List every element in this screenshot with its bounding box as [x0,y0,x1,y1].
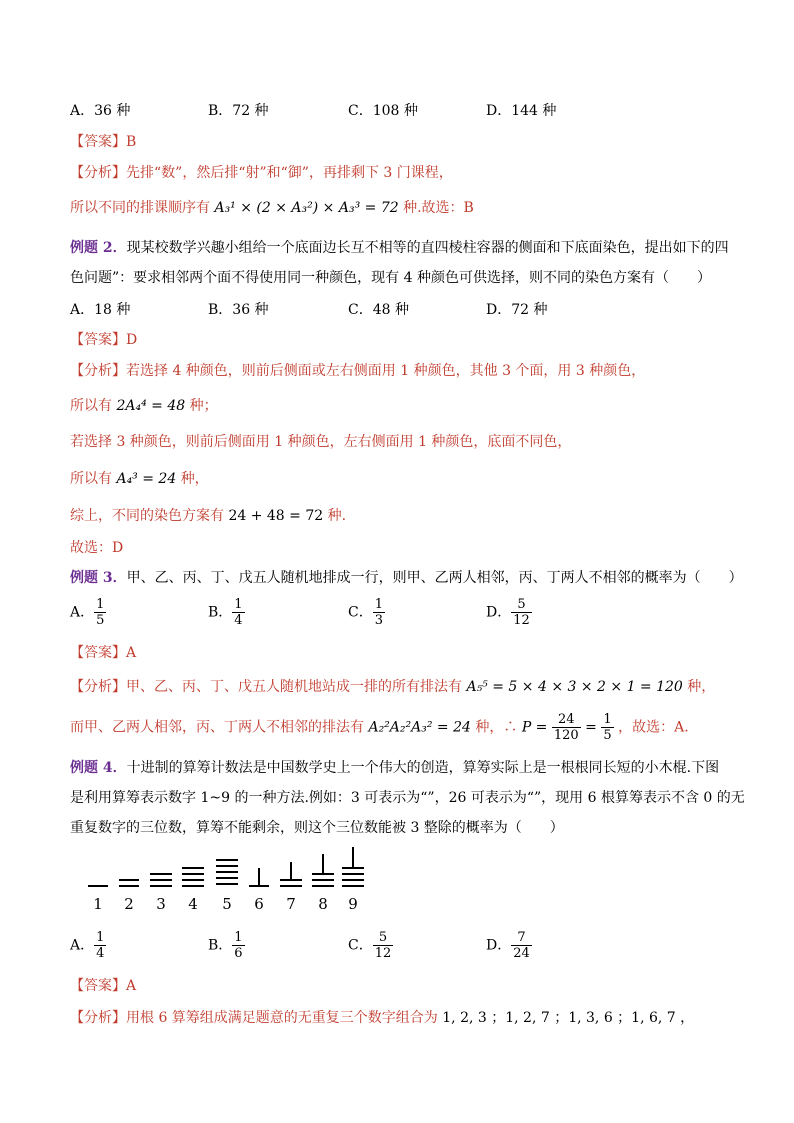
q1-option-a: A．36 种 [70,103,131,119]
q1-analysis-line2 [70,198,474,218]
example3-answer [70,643,136,663]
option-a [70,930,106,961]
option-c [348,597,385,628]
option-d: D．72 种 [486,302,548,318]
option-c: C．48 种 [348,302,409,318]
digit-label: 9 [348,895,358,912]
denominator: 5 [96,613,105,628]
option-b [208,597,245,628]
number-sets: 1, 2, 3 ；1, 2, 7 ；1, 3, 6 ；1, 6, 7 ， [442,1010,695,1026]
example4-line2: 是利用算筹表示数字 1~9 的一种方法.例如：3 可表示为“”，26 可表示为“”，现用 6 根算筹表示不含 0 的无 [70,790,745,806]
analysis-label: 【分析】 [70,679,126,695]
option-fraction [373,930,394,961]
numerator: 1 [374,597,383,612]
question-text: 十进制的算筹计数法是中国数学史上一个伟大的创造，算筹实际上是一根根同长短的小木棍.下图 [126,760,720,776]
denominator: 4 [96,946,105,961]
example-label: 例题 2． [70,240,127,256]
example3-analysis-line2 [70,712,689,743]
probability-symbol: P = [521,719,548,736]
analysis-text: 用根 6 算筹组成满足题意的无重复三个数字组合为 [126,1010,438,1026]
answer-label: 【答案】 [70,134,126,150]
option-c [348,930,393,961]
formula: A₅⁵ = 5 × 4 × 3 × 2 × 1 = 120 [466,679,683,695]
analysis-label: 【分析】 [70,165,126,181]
equals-sign: = [585,719,597,736]
analysis-text: 所以不同的排课顺序有 [70,200,210,216]
option-fraction [511,930,532,961]
option-b: B．36 种 [208,302,269,318]
answer-value: D [126,332,138,348]
example-label: 例题 3． [70,570,127,586]
option-fraction [232,597,244,628]
q1-answer [70,132,136,152]
analysis-text: 种，∴ [475,719,518,736]
numerator: 1 [96,597,105,612]
example2-analysis-line5 [70,506,346,526]
numerator: 1 [234,597,243,612]
answer-label: 【答案】 [70,332,126,348]
option-d [486,930,532,961]
option-letter: D． [486,604,512,621]
example2-analysis-line6: 故选：D [70,540,124,556]
analysis-text: 种， [180,471,209,487]
digit-label: 3 [156,895,166,912]
option-fraction [94,930,106,961]
example4-line3: 重复数字的三位数，算筹不能剩余，则这个三位数能被 3 整除的概率为（ ） [70,820,564,836]
denominator: 5 [603,728,612,743]
example3-line1 [70,568,743,588]
option-letter: A． [70,604,95,621]
example2-line2: 色问题”：要求相邻两个面不得使用同一种颜色，现有 4 种颜色可供选择，则不同的染色方案有（ ） [70,270,711,286]
option-fraction [511,597,532,628]
example2-line1 [70,238,729,258]
fraction [601,712,613,743]
analysis-text: 种， [687,679,716,695]
counting-rods-figure [84,846,374,912]
analysis-text: 综上，不同的染色方案有 [70,508,224,524]
option-letter: B． [208,937,233,954]
example4-analysis-line1 [70,1008,694,1028]
analysis-text: 而甲、乙两人相邻，丙、丁两人不相邻的排法有 [70,719,364,736]
digit-label: 1 [93,895,103,912]
example2-analysis-line4 [70,469,209,489]
q1-option-c: C．108 种 [348,103,418,119]
q1-option-b: B．72 种 [208,103,269,119]
numerator: 1 [603,712,612,727]
denominator: 24 [513,946,530,961]
analysis-text: 种. [327,508,347,524]
digit-label: 8 [318,895,328,912]
denominator: 120 [553,728,579,743]
denominator: 12 [374,946,392,961]
formula: A₂²A₂²A₃² = 24 [368,719,471,736]
answer-label: 【答案】 [70,978,126,994]
example4-answer [70,976,136,996]
analysis-text: 所以有 [70,398,112,414]
analysis-text: 种； [189,398,218,414]
digit-label: 7 [286,895,296,912]
digit-label: 4 [188,895,198,912]
numerator: 1 [234,930,243,945]
analysis-text: 所以有 [70,471,112,487]
analysis-text: ，故选：A. [618,719,689,736]
denominator: 12 [513,613,530,628]
answer-value: A [126,645,137,661]
denominator: 3 [374,613,383,628]
q1-option-d: D．144 种 [486,103,557,119]
option-a: A．18 种 [70,302,131,318]
option-a [70,597,106,628]
denominator: 4 [234,613,243,628]
q1-analysis-line1 [70,163,453,183]
option-fraction [232,930,244,961]
example3-analysis-line1 [70,677,715,697]
example2-analysis-line2 [70,396,218,416]
digit-label: 6 [254,895,264,912]
option-letter: C． [348,937,373,954]
formula: 2A₄⁴ = 48 [116,398,186,414]
answer-value: A [126,978,137,994]
formula: A₄³ = 24 [116,471,177,487]
analysis-text: 种.故选：B [403,200,474,216]
analysis-label: 【分析】 [70,363,126,379]
numerator: 1 [96,930,105,945]
option-b [208,930,245,961]
answer-value: B [126,134,137,150]
analysis-text: 甲、乙、丙、丁、戊五人随机地站成一排的所有排法有 [126,679,462,695]
numerator: 5 [511,597,532,613]
digit-label: 5 [222,895,232,912]
question-text: 现某校数学兴趣小组给一个底面边长互不相等的直四棱柱容器的侧面和下底面染色，提出如下的四 [126,240,729,256]
analysis-label: 【分析】 [70,1010,126,1026]
example2-analysis-line1 [70,361,645,381]
numerator: 24 [552,712,581,728]
formula: 24 + 48 = 72 [228,508,324,524]
fraction [552,712,581,743]
example2-analysis-line3: 若选择 3 种颜色，则前后侧面用 1 种颜色，左右侧面用 1 种颜色，底面不同色， [70,434,572,450]
analysis-text: 先排“数”，然后排“射”和“御”，再排剩下 3 门课程， [126,165,453,181]
formula: A₃¹ × (2 × A₃²) × A₃³ = 72 [214,200,399,216]
numerator: 5 [373,930,394,946]
option-letter: D． [486,937,512,954]
example4-line1 [70,758,719,778]
numerator: 7 [511,930,532,946]
example2-answer [70,330,137,350]
option-d [486,597,532,628]
analysis-text: 若选择 4 种颜色，则前后侧面或左右侧面用 1 种颜色，其他 3 个面，用 3 种颜色， [126,363,646,379]
option-letter: C． [348,604,373,621]
denominator: 6 [234,946,243,961]
digit-label: 2 [124,895,134,912]
option-letter: A． [70,937,95,954]
question-text: 甲、乙、丙、丁、戊五人随机地排成一行，则甲、乙两人相邻，丙、丁两人不相邻的概率为（ ） [126,570,743,586]
option-fraction [94,597,106,628]
example-label: 例题 4． [70,760,127,776]
option-fraction [373,597,385,628]
answer-label: 【答案】 [70,645,126,661]
option-letter: B． [208,604,233,621]
